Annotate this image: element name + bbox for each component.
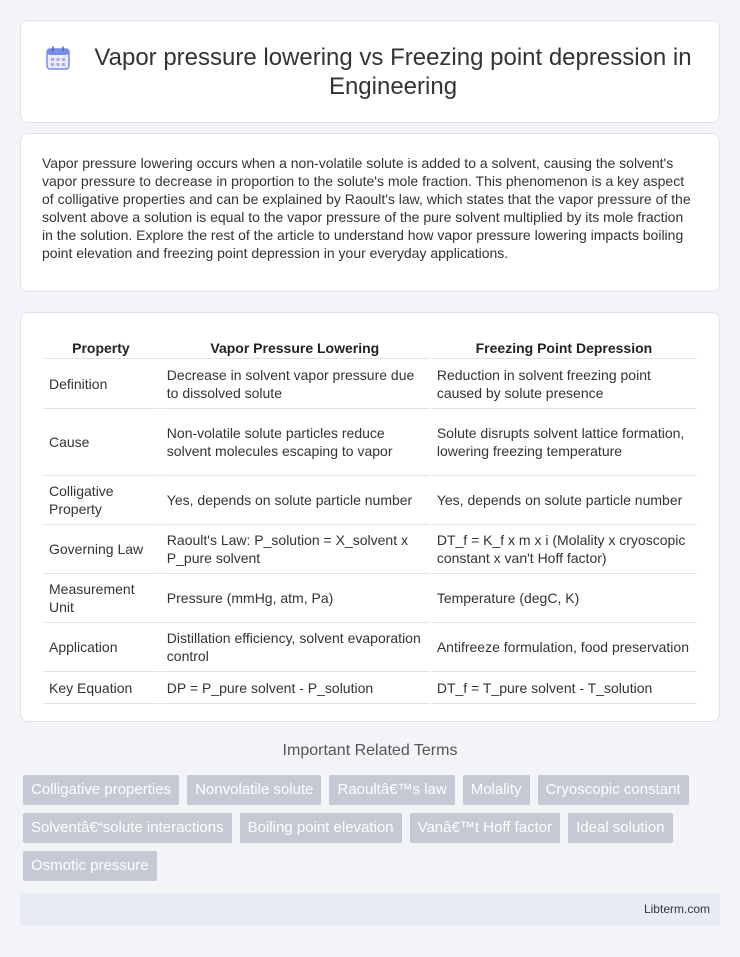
table-cell: Yes, depends on solute particle number [161,476,429,525]
related-term-tag[interactable]: Ideal solution [568,813,672,843]
related-term-tag[interactable]: Colligative properties [23,775,179,805]
page-title: Vapor pressure lowering vs Freezing point depression in Engineering [94,43,692,100]
related-term-tag[interactable]: Nonvolatile solute [187,775,321,805]
calendar-icon [45,45,71,71]
table-cell: Solute disrupts solvent lattice formation, lowering freezing temperature [431,409,697,476]
intro-card [20,133,720,292]
table-row [43,623,697,672]
table-cell: Definition [43,359,159,409]
table-cell: Application [43,623,159,672]
related-term-tag[interactable]: Osmotic pressure [23,851,157,881]
related-term-tag[interactable]: Molality [463,775,530,805]
table-row [43,574,697,623]
footer-brand-link[interactable]: Libterm.com [643,902,710,916]
table-cell: Temperature (degC, K) [431,574,697,623]
table-cell: Measurement Unit [43,574,159,623]
comparison-table [41,333,699,704]
table-cell: Governing Law [43,525,159,574]
table-cell: DT_f = T_pure solvent - T_solution [431,672,697,704]
footer [20,893,720,926]
table-cell: Reduction in solvent freezing point caused by solute presence [431,359,697,409]
intro-text: Vapor pressure lowering occurs when a non-volatile solute is added to a solvent, causing the solvent's vapor pressure to decrease in proportion to the solute's mole fraction. This phenomenon is a key aspect of colligative properties and can be explained by Raoult's law, which states that the vapor pressure of the solvent above a solution is equal to the vapor pressure of the pure solvent multiplied by its mole fraction in the solution. Explore the rest of the article to understand how vapor pressure lowering impacts boiling point elevation and freezing point depression in your everyday applications. [42,155,691,261]
table-cell: Yes, depends on solute particle number [431,476,697,525]
column-header: Freezing Point Depression [431,333,697,359]
table-row [43,409,697,476]
table-cell: Non-volatile solute particles reduce solvent molecules escaping to vapor [161,409,429,476]
table-cell: Pressure (mmHg, atm, Pa) [161,574,429,623]
table-cell: Decrease in solvent vapor pressure due to dissolved solute [161,359,429,409]
table-cell: DT_f = K_f x m x i (Molality x cryoscopic constant x van't Hoff factor) [431,525,697,574]
comparison-table-card [20,312,720,722]
table-row [43,359,697,409]
related-term-tag[interactable]: Solventâ€“solute interactions [23,813,232,843]
related-term-tag[interactable]: Vanâ€™t Hoff factor [410,813,561,843]
table-row [43,476,697,525]
table-header-row [43,333,697,359]
column-header: Vapor Pressure Lowering [161,333,429,359]
related-terms-list [23,775,723,881]
related-term-tag[interactable]: Raoultâ€™s law [329,775,454,805]
table-cell: Distillation efficiency, solvent evaporation control [161,623,429,672]
related-terms-title: Important Related Terms [282,742,458,759]
table-cell: Antifreeze formulation, food preservation [431,623,697,672]
related-term-tag[interactable]: Cryoscopic constant [538,775,689,805]
table-row [43,672,697,704]
related-term-tag[interactable]: Boiling point elevation [240,813,402,843]
table-cell: Key Equation [43,672,159,704]
header-card [20,20,720,123]
table-cell: Colligative Property [43,476,159,525]
column-header: Property [43,333,159,359]
table-row [43,525,697,574]
table-cell: Cause [43,409,159,476]
table-cell: Raoult's Law: P_solution = X_solvent x P_pure solvent [161,525,429,574]
table-cell: DP = P_pure solvent - P_solution [161,672,429,704]
